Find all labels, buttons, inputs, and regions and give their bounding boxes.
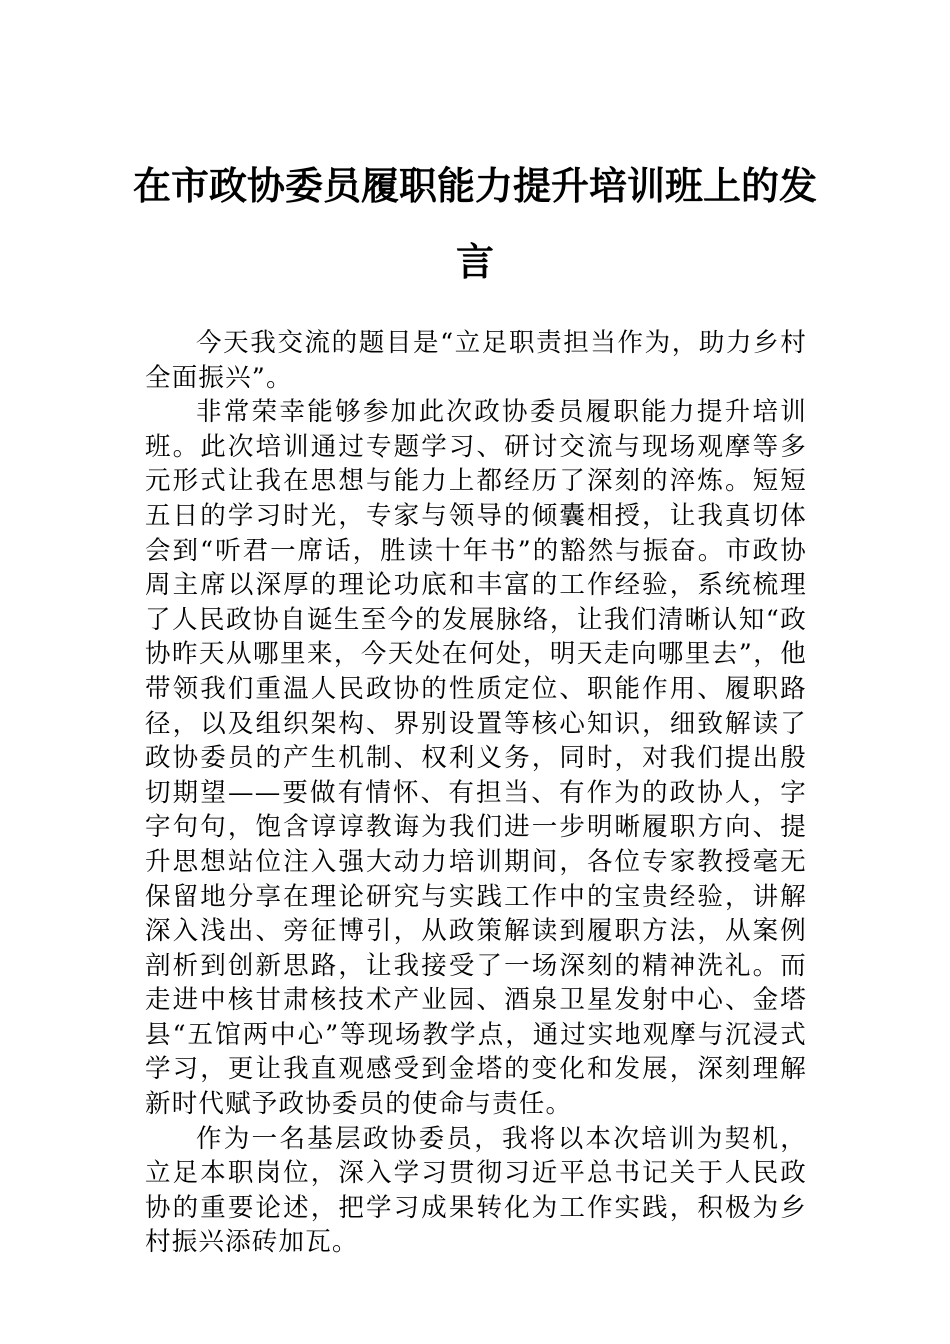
document-body: [145, 326, 807, 1260]
paragraph-training-reflection: 非常荣幸能够参加此次政协委员履职能力提升培训班。此次培训通过专题学习、研讨交流与现场观摩等多元形式让我在思想与能力上都经历了深刻的淬炼。短短五日的学习时光，专家与领导的倾囊相授，让我真切体会到“听君一席话，胜读十年书”的豁然与振奋。市政协周主席以深厚的理论功底和丰富的工作经验，系统梳理了人民政协自诞生至今的发展脉络，让我们清晰认知“政协昨天从哪里来，今天处在何处，明天走向哪里去”，他带领我们重温人民政协的性质定位、职能作用、履职路径，以及组织架构、界别设置等核心知识，细致解读了政协委员的产生机制、权利义务，同时，对我们提出殷切期望——要做有情怀、有担当、有作为的政协人，字字句句，饱含谆谆教诲为我们进一步明晰履职方向、提升思想站位注入强大动力培训期间，各位专家教授毫无保留地分享在理论研究与实践工作中的宝贵经验，讲解深入浅出、旁征博引，从政策解读到履职方法，从案例剖析到创新思路，让我接受了一场深刻的精神洗礼。而走进中核甘肃核技术产业园、酒泉卫星发射中心、金塔县“五馆两中心”等现场教学点，通过实地观摩与沉浸式学习，更让我直观感受到金塔的变化和发展，深刻理解新时代赋予政协委员的使命与责任。: [145, 397, 807, 1120]
document-title: 在市政协委员履职能力提升培训班上的发言: [132, 163, 817, 284]
paragraph-topic: 今天我交流的题目是“立足职责担当作为，助力乡村全面振兴”。: [145, 328, 807, 393]
paragraph-commitment: 作为一名基层政协委员，我将以本次培训为契机，立足本职岗位，深入学习贯彻习近平总书记关于人民政协的重要论述，把学习成果转化为工作实践，积极为乡村振兴添砖加瓦。: [145, 1123, 807, 1258]
